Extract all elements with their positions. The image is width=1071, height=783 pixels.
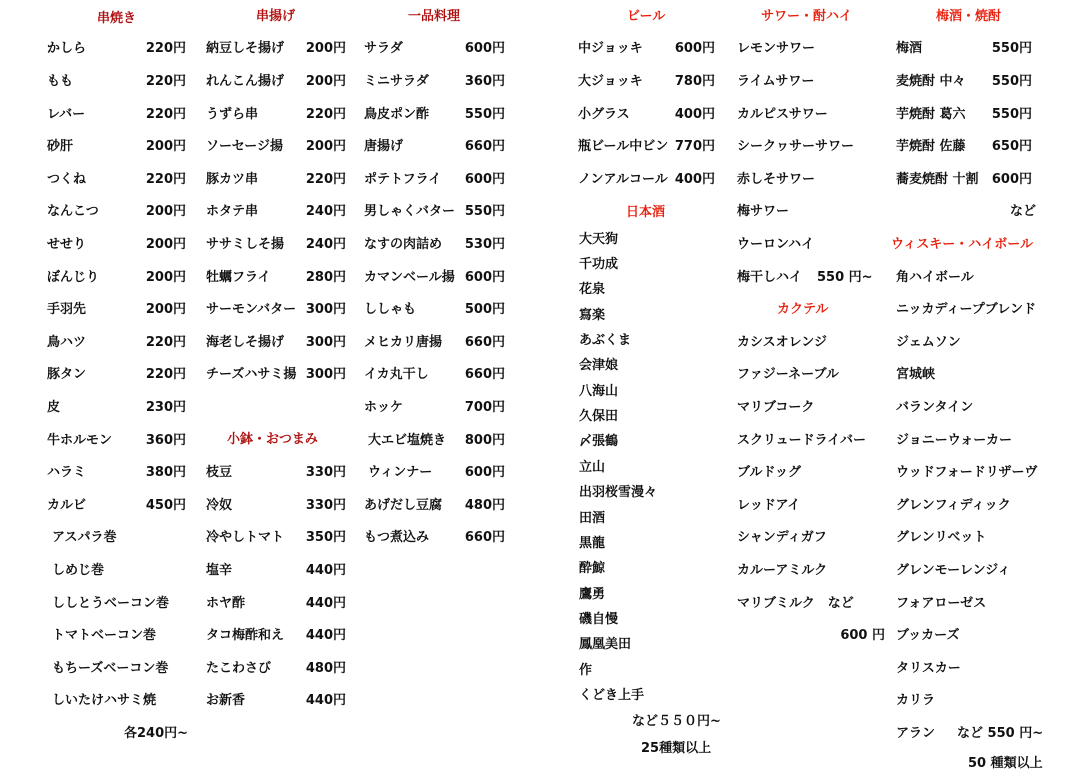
kushiyaki-price: 360円 bbox=[145, 433, 186, 448]
beer-price: 400円 bbox=[674, 172, 715, 187]
whisky-price: など 550 円~ bbox=[957, 726, 1044, 741]
whisky-item: ジェムソン bbox=[896, 335, 961, 350]
kushiyaki-name: つくね bbox=[47, 172, 87, 187]
umeshu-name: 蕎麦焼酎 十割 bbox=[896, 172, 979, 187]
umeshu-price: 550円 bbox=[991, 41, 1032, 56]
sake-item: 出羽桜雪漫々 bbox=[579, 485, 658, 500]
ippin-price: 480円 bbox=[464, 498, 505, 513]
heading-sour: サワー・酎ハイ bbox=[761, 9, 853, 24]
kobachi-price: 330円 bbox=[305, 498, 346, 513]
sake-item: くどき上手 bbox=[579, 688, 645, 703]
beer-price: 780円 bbox=[674, 74, 715, 89]
ippin-name: ウィンナー bbox=[368, 465, 433, 480]
kobachi-price: 440円 bbox=[305, 596, 346, 611]
sake-item: 〆張鶴 bbox=[579, 434, 619, 449]
kushiage-name: ササミしそ揚 bbox=[206, 237, 285, 252]
cocktail-item: レッドアイ bbox=[737, 498, 801, 513]
cocktail-item: シャンディガフ bbox=[737, 530, 827, 545]
ippin-name: ミニサラダ bbox=[364, 74, 429, 89]
heading-kushiyaki: 串焼き bbox=[97, 11, 137, 26]
whisky-item: 角ハイボール bbox=[896, 270, 974, 285]
sour-item: ライムサワー bbox=[737, 74, 815, 89]
kushiyaki-name: カルビ bbox=[47, 498, 87, 513]
sake-item: 黒龍 bbox=[579, 536, 606, 551]
kobachi-name: 塩辛 bbox=[206, 563, 233, 578]
cocktail-item: カシスオレンジ bbox=[737, 335, 827, 350]
ippin-name: イカ丸干し bbox=[364, 367, 429, 382]
ippin-price: 550円 bbox=[464, 204, 505, 219]
ippin-price: 360円 bbox=[464, 74, 505, 89]
maki-item: ししとうベーコン巻 bbox=[52, 596, 170, 611]
kushiage-name: チーズハサミ揚 bbox=[206, 367, 297, 382]
kobachi-price: 440円 bbox=[305, 563, 346, 578]
ippin-name: 唐揚げ bbox=[364, 139, 404, 154]
kobachi-name: 冷やしトマト bbox=[206, 530, 285, 545]
kushiage-name: ソーセージ揚 bbox=[206, 139, 283, 154]
kushiyaki-price: 380円 bbox=[145, 465, 186, 480]
kushiage-price: 220円 bbox=[305, 172, 346, 187]
kushiage-name: 海老しそ揚げ bbox=[206, 335, 285, 350]
kushiyaki-name: ぼんじり bbox=[47, 270, 100, 285]
kushiage-price: 300円 bbox=[305, 335, 346, 350]
sake-item: 作 bbox=[579, 663, 593, 678]
kushiage-price: 240円 bbox=[305, 204, 346, 219]
kushiage-name: 豚カツ串 bbox=[206, 172, 259, 187]
sake-item: 寫楽 bbox=[579, 308, 606, 323]
kobachi-price: 330円 bbox=[305, 465, 346, 480]
ippin-name: 鳥皮ポン酢 bbox=[364, 107, 430, 122]
kobachi-price: 440円 bbox=[305, 628, 346, 643]
whisky-item: ウッドフォードリザーヴ bbox=[896, 465, 1038, 480]
beer-price: 400円 bbox=[674, 107, 715, 122]
kushiyaki-name: ハラミ bbox=[47, 465, 87, 480]
cocktail-item: スクリュードライバー bbox=[737, 433, 866, 448]
kushiage-price: 300円 bbox=[305, 367, 346, 382]
ippin-price: 500円 bbox=[464, 302, 505, 317]
heading-nihonshu: 日本酒 bbox=[626, 205, 666, 220]
kobachi-name: お新香 bbox=[206, 693, 246, 708]
kushiage-price: 300円 bbox=[305, 302, 346, 317]
ippin-name: メヒカリ唐揚 bbox=[364, 335, 443, 350]
kobachi-price: 480円 bbox=[305, 661, 346, 676]
umeshu-price: 600円 bbox=[991, 172, 1032, 187]
kushiyaki-name: 豚タン bbox=[47, 367, 87, 382]
ippin-name: あげだし豆腐 bbox=[364, 498, 443, 513]
cocktail-item: ブルドッグ bbox=[737, 465, 801, 480]
whisky-item: タリスカー bbox=[896, 661, 961, 676]
ippin-price: 600円 bbox=[464, 41, 505, 56]
ippin-price: 660円 bbox=[464, 530, 505, 545]
kobachi-name: 冷奴 bbox=[206, 498, 233, 513]
whisky-count: 50 種類以上 bbox=[968, 756, 1043, 771]
kushiage-name: 納豆しそ揚げ bbox=[206, 41, 285, 56]
ippin-price: 600円 bbox=[464, 270, 505, 285]
heading-ippin: 一品料理 bbox=[408, 9, 461, 24]
maki-item: しいたけハサミ焼 bbox=[52, 693, 157, 708]
whisky-item: グレンリベット bbox=[896, 530, 987, 545]
sour-item: カルピスサワー bbox=[737, 107, 828, 122]
sake-item: 千功成 bbox=[579, 257, 619, 272]
sour-umeboshi: 梅干しハイ bbox=[737, 270, 803, 285]
sake-item: あぶくま bbox=[579, 333, 632, 348]
heading-umeshu: 梅酒・焼酎 bbox=[936, 9, 1002, 24]
ippin-price: 660円 bbox=[464, 139, 505, 154]
beer-price: 770円 bbox=[674, 139, 715, 154]
ippin-price: 700円 bbox=[464, 400, 505, 415]
umeshu-price: 550円 bbox=[991, 74, 1032, 89]
sake-count: 25種類以上 bbox=[641, 741, 712, 756]
kushiage-name: サーモンバター bbox=[206, 302, 297, 317]
ippin-price: 660円 bbox=[464, 367, 505, 382]
kushiyaki-price: 200円 bbox=[145, 139, 186, 154]
kobachi-name: たこわさび bbox=[206, 661, 272, 676]
umeshu-name: 芋焼酎 佐藤 bbox=[896, 139, 966, 154]
whisky-item: ブッカーズ bbox=[896, 628, 960, 643]
kushiyaki-price: 220円 bbox=[145, 74, 186, 89]
beer-name: 瓶ビール中ビン bbox=[578, 139, 669, 154]
ippin-price: 530円 bbox=[464, 237, 505, 252]
kushiyaki-price: 200円 bbox=[145, 270, 186, 285]
sake-item: 立山 bbox=[579, 460, 606, 475]
kobachi-price: 440円 bbox=[305, 693, 346, 708]
sake-item: 会津娘 bbox=[579, 358, 619, 373]
ippin-name: ししゃも bbox=[364, 302, 417, 317]
sake-item: 久保田 bbox=[579, 409, 619, 424]
kushiage-name: ホタテ串 bbox=[206, 204, 259, 219]
whisky-item: グレンフィディック bbox=[896, 498, 1011, 513]
umeshu-etc: など bbox=[1010, 204, 1037, 219]
kushiyaki-name: 皮 bbox=[47, 400, 61, 415]
whisky-item: フォアローゼス bbox=[896, 596, 987, 611]
cocktail-price: 600 円 bbox=[840, 628, 885, 643]
whisky-item: バランタイン bbox=[896, 400, 974, 415]
ippin-price: 800円 bbox=[464, 433, 505, 448]
kushiyaki-name: もも bbox=[47, 74, 74, 89]
heading-cocktail: カクテル bbox=[777, 302, 829, 317]
umeshu-name: 芋焼酎 葛六 bbox=[896, 107, 966, 122]
sour-item: ウーロンハイ bbox=[737, 237, 815, 252]
sour-item: レモンサワー bbox=[737, 41, 816, 56]
cocktail-item: カルーアミルク bbox=[737, 563, 828, 578]
sour-item: シークヮサーサワー bbox=[737, 139, 855, 154]
maki-item: しめじ巻 bbox=[52, 563, 105, 578]
kushiyaki-price: 200円 bbox=[145, 204, 186, 219]
umeshu-price: 650円 bbox=[991, 139, 1032, 154]
whisky-item: ニッカディープブレンド bbox=[896, 302, 1036, 317]
kushiyaki-price: 220円 bbox=[145, 335, 186, 350]
maki-item: アスパラ巻 bbox=[52, 530, 117, 545]
ippin-name: 男しゃくバター bbox=[364, 204, 456, 219]
kushiage-price: 220円 bbox=[305, 107, 346, 122]
whisky-item: 宮城峡 bbox=[896, 367, 936, 382]
umeshu-name: 麦焼酎 中々 bbox=[896, 74, 966, 89]
sake-item: 大天狗 bbox=[579, 232, 619, 247]
umeshu-name: 梅酒 bbox=[896, 41, 923, 56]
heading-kobachi: 小鉢・おつまみ bbox=[227, 432, 318, 447]
kushiage-price: 280円 bbox=[305, 270, 346, 285]
beer-name: 中ジョッキ bbox=[578, 41, 643, 56]
sake-item: 酔鯨 bbox=[579, 561, 606, 576]
heading-beer: ビール bbox=[627, 9, 666, 24]
ippin-name: もつ煮込み bbox=[364, 530, 430, 545]
sake-item: 磯自慢 bbox=[579, 612, 619, 627]
kushiyaki-name: 鳥ハツ bbox=[47, 335, 87, 350]
umeshu-price: 550円 bbox=[991, 107, 1032, 122]
ippin-price: 660円 bbox=[464, 335, 505, 350]
beer-name: 小グラス bbox=[578, 107, 630, 122]
sake-item: 田酒 bbox=[579, 511, 606, 526]
kushiage-price: 200円 bbox=[305, 74, 346, 89]
sake-item: 鷹勇 bbox=[579, 587, 606, 602]
whisky-item: ジョニーウォーカー bbox=[896, 433, 1012, 448]
kushiyaki-name: かしら bbox=[47, 41, 87, 56]
ippin-name: なすの肉詰め bbox=[364, 237, 443, 252]
sour-item: 梅サワー bbox=[737, 204, 790, 219]
sake-item: 八海山 bbox=[579, 384, 619, 399]
maki-item: もちーズベーコン巻 bbox=[52, 661, 169, 676]
ippin-name: ホッケ bbox=[364, 400, 404, 415]
ippin-name: カマンベール揚 bbox=[364, 270, 455, 285]
kushiyaki-name: レバー bbox=[47, 107, 86, 122]
sour-item: 赤しそサワー bbox=[737, 172, 816, 187]
kushiage-name: れんこん揚げ bbox=[206, 74, 285, 89]
ippin-name: サラダ bbox=[364, 41, 403, 56]
ippin-price: 550円 bbox=[464, 107, 505, 122]
kushiage-name: 牡蠣フライ bbox=[206, 270, 271, 285]
cocktail-item: マリブコーク bbox=[737, 400, 815, 415]
kushiage-price: 200円 bbox=[305, 139, 346, 154]
whisky-item: カリラ bbox=[896, 693, 936, 708]
kushiyaki-name: せせり bbox=[47, 237, 87, 252]
kushiyaki-name: なんこつ bbox=[47, 204, 99, 219]
sour-umeboshi-price: 550 円~ bbox=[817, 270, 873, 285]
cocktail-item: ファジーネーブル bbox=[737, 367, 839, 382]
kushiyaki-price: 220円 bbox=[145, 367, 186, 382]
whisky-item: アラン bbox=[896, 726, 936, 741]
ippin-price: 600円 bbox=[464, 172, 505, 187]
maki-item: トマトベーコン巻 bbox=[52, 628, 157, 643]
kushiyaki-price: 200円 bbox=[145, 302, 186, 317]
kushiyaki-name: 牛ホルモン bbox=[47, 433, 113, 448]
kobachi-name: タコ梅酢和え bbox=[206, 628, 285, 643]
kushiyaki-name: 手羽先 bbox=[47, 302, 87, 317]
kushiage-price: 240円 bbox=[305, 237, 346, 252]
kushiage-price: 200円 bbox=[305, 41, 346, 56]
ippin-price: 600円 bbox=[464, 465, 505, 480]
kushiyaki-price: 450円 bbox=[145, 498, 186, 513]
sake-item: 花泉 bbox=[579, 282, 606, 297]
kobachi-name: ホヤ酢 bbox=[206, 596, 246, 611]
beer-name: ノンアルコール bbox=[578, 172, 668, 187]
heading-whisky: ウィスキー・ハイボール bbox=[891, 237, 1033, 252]
kushiyaki-price: 220円 bbox=[145, 107, 186, 122]
whisky-item: グレンモーレンジィ bbox=[896, 563, 1011, 578]
heading-kushiage: 串揚げ bbox=[256, 9, 296, 24]
sake-item: 鳳凰美田 bbox=[579, 637, 632, 652]
kushiage-name: うずら串 bbox=[206, 107, 259, 122]
kushiyaki-price: 200円 bbox=[145, 237, 186, 252]
maki-price: 各240円~ bbox=[124, 726, 189, 741]
sake-price: など５５０円~ bbox=[632, 714, 721, 729]
kushiyaki-price: 220円 bbox=[145, 172, 186, 187]
beer-name: 大ジョッキ bbox=[578, 74, 643, 89]
beer-price: 600円 bbox=[674, 41, 715, 56]
kobachi-price: 350円 bbox=[305, 530, 346, 545]
ippin-name: ポテトフライ bbox=[364, 172, 442, 187]
kushiyaki-price: 230円 bbox=[145, 400, 186, 415]
kobachi-name: 枝豆 bbox=[206, 465, 233, 480]
kushiyaki-price: 220円 bbox=[145, 41, 186, 56]
kushiyaki-name: 砂肝 bbox=[47, 139, 74, 154]
ippin-name: 大エビ塩焼き bbox=[368, 433, 447, 448]
cocktail-item: マリブミルク など bbox=[737, 596, 854, 611]
